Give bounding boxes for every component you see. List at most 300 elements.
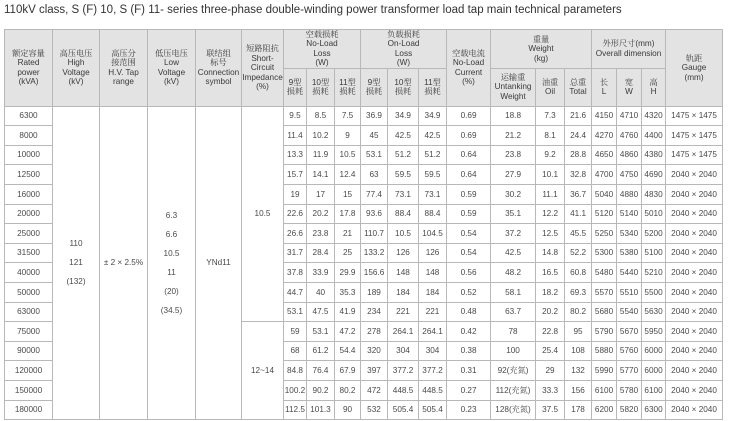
dimension-cell: 5820 xyxy=(617,400,642,420)
no-load-loss-cell: 47.5 xyxy=(307,302,335,322)
load-loss-cell: 42.5 xyxy=(388,126,419,146)
header-load-loss-line: On-Load xyxy=(387,39,420,49)
load-loss-cell: 184 xyxy=(419,282,447,302)
header-low-voltage-line: Low xyxy=(163,58,180,68)
gauge-cell: 2040 × 2040 xyxy=(666,165,723,185)
header-load-loss-line: 负载损耗 xyxy=(387,30,420,39)
no-load-current-cell: 0.27 xyxy=(447,380,491,400)
connection-symbol-cell: YNd11 xyxy=(196,106,242,420)
header-gauge-line: (mm) xyxy=(684,72,704,82)
load-loss-cell: 77.4 xyxy=(361,185,388,205)
load-loss-cell: 148 xyxy=(388,263,419,283)
dimension-cell: 5630 xyxy=(642,302,666,322)
subheader-weight-1 xyxy=(536,68,565,106)
subheader-dimension-0-line: L xyxy=(601,87,607,97)
load-loss-cell: 45 xyxy=(361,126,388,146)
no-load-loss-cell: 15.7 xyxy=(284,165,307,185)
load-loss-cell: 53.1 xyxy=(361,145,388,165)
low-voltage-cell-line: (34.5) xyxy=(160,305,183,315)
subheader-weight-2 xyxy=(565,68,592,106)
weight-cell: 12.5 xyxy=(536,224,565,244)
header-load-loss-line: Loss xyxy=(394,48,413,58)
header-connection-symbol xyxy=(196,30,242,107)
header-tap-range-line: range xyxy=(113,77,134,87)
header-weight-line: Weight xyxy=(528,44,554,54)
no-load-current-cell: 0.48 xyxy=(447,302,491,322)
weight-cell: 18.2 xyxy=(536,282,565,302)
no-load-current-cell: 0.38 xyxy=(447,341,491,361)
low-voltage-cell-line: (20) xyxy=(164,286,179,296)
load-loss-cell: 73.1 xyxy=(388,185,419,205)
header-no-load-loss-line: No-Load xyxy=(306,39,338,49)
header-impedance-line: 短路阻抗 xyxy=(246,44,279,54)
load-loss-cell: 133.2 xyxy=(361,243,388,263)
no-load-loss-cell: 22.6 xyxy=(284,204,307,224)
weight-cell: 132 xyxy=(565,361,592,381)
dimension-cell: 5340 xyxy=(617,224,642,244)
dimension-cell: 4270 xyxy=(592,126,617,146)
load-loss-cell: 221 xyxy=(419,302,447,322)
rated-power-cell: 8000 xyxy=(5,126,53,146)
subheader-no-load-loss-2-line: 损耗 xyxy=(339,87,356,97)
subheader-load-loss-1-line: 10型 xyxy=(394,77,412,87)
no-load-loss-cell: 9.5 xyxy=(284,106,307,126)
rated-power-cell: 31500 xyxy=(5,243,53,263)
header-impedance-line: Short- xyxy=(251,53,274,63)
no-load-loss-cell: 90 xyxy=(335,400,361,420)
load-loss-cell: 264.1 xyxy=(388,322,419,342)
high-voltage-cell-line: 121 xyxy=(69,258,83,268)
dimension-cell: 4750 xyxy=(617,165,642,185)
dimension-cell: 5680 xyxy=(592,302,617,322)
subheader-weight-2-line: Total xyxy=(569,87,587,97)
gauge-cell: 2040 × 2040 xyxy=(666,185,723,205)
header-low-voltage-line: Voltage xyxy=(157,67,186,77)
rated-power-cell: 20000 xyxy=(5,204,53,224)
subheader-weight-0 xyxy=(491,68,536,106)
weight-cell: 11.1 xyxy=(536,185,565,205)
dimension-cell: 4860 xyxy=(617,145,642,165)
load-loss-cell: 34.9 xyxy=(388,106,419,126)
weight-cell: 28.8 xyxy=(565,145,592,165)
dimension-cell: 5140 xyxy=(617,204,642,224)
no-load-current-cell: 0.54 xyxy=(447,243,491,263)
subheader-dimension-2-line: 高 xyxy=(649,77,658,87)
dimension-cell: 4320 xyxy=(642,106,666,126)
header-high-voltage-line: 高压电压 xyxy=(59,49,93,58)
high-voltage-cell-line: 110 xyxy=(69,239,83,249)
rated-power-cell: 150000 xyxy=(5,380,53,400)
weight-cell: 36.7 xyxy=(565,185,592,205)
weight-cell: 37.5 xyxy=(536,400,565,420)
header-rated-power-line: 额定容量 xyxy=(12,49,45,58)
header-low-voltage-line: 低压电压 xyxy=(155,49,188,58)
load-loss-cell: 278 xyxy=(361,322,388,342)
dimension-cell: 5380 xyxy=(617,243,642,263)
header-no-load-current-line: (%) xyxy=(462,77,475,87)
no-load-loss-cell: 90.2 xyxy=(307,380,335,400)
dimension-cell: 4380 xyxy=(642,145,666,165)
subheader-dimension-0 xyxy=(592,68,617,106)
dimension-cell: 5780 xyxy=(617,380,642,400)
no-load-current-cell: 0.69 xyxy=(447,106,491,126)
dimension-cell: 4690 xyxy=(642,165,666,185)
header-no-load-loss-line: 空载损耗 xyxy=(305,30,339,39)
weight-cell: 25.4 xyxy=(536,341,565,361)
weight-cell: 69.3 xyxy=(565,282,592,302)
load-loss-cell: 126 xyxy=(388,243,419,263)
weight-cell: 27.9 xyxy=(491,165,536,185)
low-voltage-cell xyxy=(148,106,196,420)
subheader-weight-0-line: Weight xyxy=(500,91,526,101)
weight-cell: 58.1 xyxy=(491,282,536,302)
header-dimension-line: 外形尺寸(mm) xyxy=(602,39,655,49)
dimension-cell: 5570 xyxy=(592,282,617,302)
impedance-cell: 10.5 xyxy=(242,106,284,322)
subheader-weight-2-line: 总重 xyxy=(569,77,587,87)
subheader-load-loss-2 xyxy=(419,68,447,106)
spec-table xyxy=(4,29,723,420)
dimension-cell: 5480 xyxy=(592,263,617,283)
no-load-loss-cell: 20.2 xyxy=(307,204,335,224)
header-rated-power-line: Rated xyxy=(17,58,40,68)
load-loss-cell: 59.5 xyxy=(388,165,419,185)
weight-cell: 63.7 xyxy=(491,302,536,322)
gauge-cell: 2040 × 2040 xyxy=(666,341,723,361)
gauge-cell: 2040 × 2040 xyxy=(666,204,723,224)
no-load-loss-cell: 35.3 xyxy=(335,282,361,302)
subheader-load-loss-0-line: 损耗 xyxy=(365,87,383,97)
weight-cell: 95 xyxy=(565,322,592,342)
weight-cell: 42.5 xyxy=(491,243,536,263)
subheader-no-load-loss-1-line: 损耗 xyxy=(312,87,329,97)
subheader-dimension-2-line: H xyxy=(650,87,657,97)
weight-cell: 32.8 xyxy=(565,165,592,185)
dimension-cell: 5100 xyxy=(642,243,666,263)
low-voltage-cell-line: 6.3 xyxy=(165,210,178,220)
dimension-cell: 5770 xyxy=(617,361,642,381)
no-load-loss-cell: 8.5 xyxy=(307,106,335,126)
subheader-dimension-1-line: 宽 xyxy=(624,77,634,87)
no-load-loss-cell: 29.9 xyxy=(335,263,361,283)
subheader-no-load-loss-2-line: 11型 xyxy=(339,77,356,87)
weight-cell: 23.8 xyxy=(491,145,536,165)
weight-cell: 16.5 xyxy=(536,263,565,283)
header-impedance xyxy=(242,30,284,107)
header-high-voltage xyxy=(53,30,100,107)
weight-cell: 80.2 xyxy=(565,302,592,322)
subheader-no-load-loss-1 xyxy=(307,68,335,106)
load-loss-cell: 377.2 xyxy=(388,361,419,381)
dimension-cell: 6300 xyxy=(642,400,666,420)
subheader-no-load-loss-1-line: 10型 xyxy=(311,77,330,87)
subheader-weight-0-line: 运输重 xyxy=(500,73,526,83)
header-rated-power-line: (kVA) xyxy=(18,77,39,87)
dimension-cell: 6000 xyxy=(642,361,666,381)
dimension-cell: 6200 xyxy=(592,400,617,420)
low-voltage-cell-line: 10.5 xyxy=(163,248,180,258)
no-load-loss-cell: 11.4 xyxy=(284,126,307,146)
header-no-load-loss xyxy=(284,30,361,69)
no-load-current-cell: 0.59 xyxy=(447,185,491,205)
no-load-loss-cell: 10.5 xyxy=(335,145,361,165)
weight-cell: 52.2 xyxy=(565,243,592,263)
impedance-cell: 12~14 xyxy=(242,322,284,420)
header-weight-line: (kg) xyxy=(533,53,549,63)
subheader-load-loss-1 xyxy=(388,68,419,106)
dimension-cell: 6100 xyxy=(592,380,617,400)
header-weight-line: 重量 xyxy=(532,34,550,44)
load-loss-cell: 234 xyxy=(361,302,388,322)
dimension-cell: 5790 xyxy=(592,322,617,342)
header-connection-line: symbol xyxy=(205,77,232,87)
no-load-loss-cell: 25 xyxy=(335,243,361,263)
rated-power-cell: 180000 xyxy=(5,400,53,420)
dimension-cell: 4400 xyxy=(642,126,666,146)
rated-power-cell: 120000 xyxy=(5,361,53,381)
dimension-cell: 6100 xyxy=(642,380,666,400)
header-dimension xyxy=(592,30,666,69)
subheader-no-load-loss-0-line: 9型 xyxy=(288,77,302,87)
dimension-cell: 5880 xyxy=(592,341,617,361)
gauge-cell: 2040 × 2040 xyxy=(666,380,723,400)
no-load-loss-cell: 68 xyxy=(284,341,307,361)
dimension-cell: 5990 xyxy=(592,361,617,381)
no-load-loss-cell: 84.8 xyxy=(284,361,307,381)
load-loss-cell: 320 xyxy=(361,341,388,361)
no-load-loss-cell: 47.2 xyxy=(335,322,361,342)
no-load-loss-cell: 11.9 xyxy=(307,145,335,165)
no-load-current-cell: 0.31 xyxy=(447,361,491,381)
header-connection-line: 标号 xyxy=(210,58,227,68)
header-no-load-loss-line: (W) xyxy=(315,58,329,68)
no-load-current-cell: 0.54 xyxy=(447,224,491,244)
header-weight xyxy=(491,30,592,69)
no-load-loss-cell: 100.2 xyxy=(284,380,307,400)
no-load-loss-cell: 37.8 xyxy=(284,263,307,283)
no-load-loss-cell: 17 xyxy=(307,185,335,205)
weight-cell: 21.6 xyxy=(565,106,592,126)
load-loss-cell: 397 xyxy=(361,361,388,381)
header-gauge-line: 轨距 xyxy=(685,53,703,63)
weight-cell: 112(充氮) xyxy=(491,380,536,400)
weight-cell: 108 xyxy=(565,341,592,361)
gauge-cell: 1475 × 1475 xyxy=(666,145,723,165)
dimension-cell: 4710 xyxy=(617,106,642,126)
no-load-loss-cell: 19 xyxy=(284,185,307,205)
load-loss-cell: 63 xyxy=(361,165,388,185)
dimension-cell: 5210 xyxy=(642,263,666,283)
load-loss-cell: 34.9 xyxy=(419,106,447,126)
header-high-voltage-line: (kV) xyxy=(68,77,84,87)
dimension-cell: 5040 xyxy=(592,185,617,205)
rated-power-cell: 25000 xyxy=(5,224,53,244)
dimension-cell: 4830 xyxy=(642,185,666,205)
load-loss-cell: 377.2 xyxy=(419,361,447,381)
load-loss-cell: 73.1 xyxy=(419,185,447,205)
load-loss-cell: 148 xyxy=(419,263,447,283)
gauge-cell: 2040 × 2040 xyxy=(666,361,723,381)
load-loss-cell: 42.5 xyxy=(419,126,447,146)
no-load-loss-cell: 53.1 xyxy=(307,322,335,342)
no-load-current-cell: 0.69 xyxy=(447,126,491,146)
rated-power-cell: 90000 xyxy=(5,341,53,361)
subheader-weight-1-line: 油重 xyxy=(541,77,559,87)
no-load-current-cell: 0.56 xyxy=(447,263,491,283)
subheader-dimension-1 xyxy=(617,68,642,106)
rated-power-cell: 6300 xyxy=(5,106,53,126)
subheader-dimension-2 xyxy=(642,68,666,106)
no-load-loss-cell: 67.9 xyxy=(335,361,361,381)
high-voltage-cell-line: (132) xyxy=(66,277,86,287)
no-load-current-cell: 0.42 xyxy=(447,322,491,342)
subheader-weight-0-line: Untanking xyxy=(494,82,532,92)
dimension-cell: 5540 xyxy=(617,302,642,322)
no-load-current-cell: 0.52 xyxy=(447,282,491,302)
weight-cell: 33.3 xyxy=(536,380,565,400)
rated-power-cell: 10000 xyxy=(5,145,53,165)
weight-cell: 128(充氮) xyxy=(491,400,536,420)
load-loss-cell: 505.4 xyxy=(388,400,419,420)
subheader-load-loss-0 xyxy=(361,68,388,106)
weight-cell: 7.3 xyxy=(536,106,565,126)
subheader-dimension-0-line: 长 xyxy=(599,77,609,87)
rated-power-cell: 50000 xyxy=(5,282,53,302)
load-loss-cell: 304 xyxy=(419,341,447,361)
no-load-current-cell: 0.64 xyxy=(447,145,491,165)
weight-cell: 41.1 xyxy=(565,204,592,224)
no-load-loss-cell: 12.4 xyxy=(335,165,361,185)
load-loss-cell: 304 xyxy=(388,341,419,361)
high-voltage-cell xyxy=(53,106,100,420)
dimension-cell: 4700 xyxy=(592,165,617,185)
gauge-cell: 2040 × 2040 xyxy=(666,302,723,322)
dimension-cell: 4760 xyxy=(617,126,642,146)
gauge-cell: 2040 × 2040 xyxy=(666,243,723,263)
no-load-current-cell: 0.23 xyxy=(447,400,491,420)
load-loss-cell: 93.6 xyxy=(361,204,388,224)
weight-cell: 22.8 xyxy=(536,322,565,342)
load-loss-cell: 448.5 xyxy=(388,380,419,400)
weight-cell: 18.8 xyxy=(491,106,536,126)
weight-cell: 60.8 xyxy=(565,263,592,283)
header-gauge-line: Gauge xyxy=(681,63,707,73)
weight-cell: 24.4 xyxy=(565,126,592,146)
load-loss-cell: 189 xyxy=(361,282,388,302)
no-load-loss-cell: 80.2 xyxy=(335,380,361,400)
header-no-load-loss-line: Loss xyxy=(313,48,331,58)
header-rated-power xyxy=(5,30,53,107)
weight-cell: 78 xyxy=(491,322,536,342)
header-no-load-current xyxy=(447,30,491,107)
weight-cell: 35.1 xyxy=(491,204,536,224)
header-gauge xyxy=(666,30,723,107)
subheader-load-loss-1-line: 损耗 xyxy=(394,87,412,97)
tap-range-cell: ± 2 × 2.5% xyxy=(100,106,148,420)
header-impedance-line: Circuit xyxy=(250,63,275,73)
dimension-cell: 5300 xyxy=(592,243,617,263)
header-tap-range xyxy=(100,30,148,107)
load-loss-cell: 472 xyxy=(361,380,388,400)
no-load-loss-cell: 44.7 xyxy=(284,282,307,302)
load-loss-cell: 184 xyxy=(388,282,419,302)
weight-cell: 100 xyxy=(491,341,536,361)
header-high-voltage-line: Voltage xyxy=(62,67,90,77)
no-load-loss-cell: 31.7 xyxy=(284,243,307,263)
no-load-loss-cell: 53.1 xyxy=(284,302,307,322)
dimension-cell: 5440 xyxy=(617,263,642,283)
weight-cell: 45.5 xyxy=(565,224,592,244)
dimension-cell: 5120 xyxy=(592,204,617,224)
header-no-load-current-line: 空载电流 xyxy=(452,49,485,58)
header-tap-range-line: 接范围 xyxy=(111,58,136,68)
header-low-voltage-line: (kV) xyxy=(163,77,179,87)
subheader-weight-1-line: Oil xyxy=(545,87,556,97)
no-load-loss-cell: 40 xyxy=(307,282,335,302)
dimension-cell: 6000 xyxy=(642,341,666,361)
dimension-cell: 5950 xyxy=(642,322,666,342)
weight-cell: 9.2 xyxy=(536,145,565,165)
load-loss-cell: 59.5 xyxy=(419,165,447,185)
load-loss-cell: 448.5 xyxy=(419,380,447,400)
subheader-load-loss-2-line: 11型 xyxy=(424,77,441,87)
header-tap-range-line: 高压分 xyxy=(111,49,136,58)
header-load-loss xyxy=(361,30,447,69)
weight-cell: 37.2 xyxy=(491,224,536,244)
gauge-cell: 2040 × 2040 xyxy=(666,282,723,302)
load-loss-cell: 104.5 xyxy=(419,224,447,244)
gauge-cell: 1475 × 1475 xyxy=(666,106,723,126)
weight-cell: 12.2 xyxy=(536,204,565,224)
subheader-dimension-1-line: W xyxy=(625,87,633,97)
subheader-load-loss-0-line: 9型 xyxy=(367,77,381,87)
no-load-loss-cell: 9 xyxy=(335,126,361,146)
dimension-cell: 5200 xyxy=(642,224,666,244)
dimension-cell: 4880 xyxy=(617,185,642,205)
rated-power-cell: 12500 xyxy=(5,165,53,185)
header-impedance-line: (%) xyxy=(256,81,269,91)
dimension-cell: 5010 xyxy=(642,204,666,224)
weight-cell: 20.2 xyxy=(536,302,565,322)
dimension-cell: 4150 xyxy=(592,106,617,126)
weight-cell: 10.1 xyxy=(536,165,565,185)
no-load-loss-cell: 61.2 xyxy=(307,341,335,361)
no-load-loss-cell: 41.9 xyxy=(335,302,361,322)
load-loss-cell: 51.2 xyxy=(388,145,419,165)
no-load-loss-cell: 59 xyxy=(284,322,307,342)
header-low-voltage xyxy=(148,30,196,107)
load-loss-cell: 110.7 xyxy=(361,224,388,244)
no-load-loss-cell: 54.4 xyxy=(335,341,361,361)
load-loss-cell: 88.4 xyxy=(388,204,419,224)
subheader-no-load-loss-0-line: 损耗 xyxy=(286,87,304,97)
header-tap-range-line: H.V. Tap xyxy=(108,67,139,77)
subheader-no-load-loss-2 xyxy=(335,68,361,106)
dimension-cell: 5510 xyxy=(617,282,642,302)
dimension-cell: 5500 xyxy=(642,282,666,302)
gauge-cell: 2040 × 2040 xyxy=(666,224,723,244)
no-load-loss-cell: 76.4 xyxy=(307,361,335,381)
no-load-loss-cell: 10.2 xyxy=(307,126,335,146)
dimension-cell: 5250 xyxy=(592,224,617,244)
no-load-loss-cell: 28.4 xyxy=(307,243,335,263)
no-load-loss-cell: 7.5 xyxy=(335,106,361,126)
load-loss-cell: 532 xyxy=(361,400,388,420)
no-load-loss-cell: 15 xyxy=(335,185,361,205)
no-load-loss-cell: 23.8 xyxy=(307,224,335,244)
no-load-loss-cell: 17.8 xyxy=(335,204,361,224)
no-load-loss-cell: 21 xyxy=(335,224,361,244)
